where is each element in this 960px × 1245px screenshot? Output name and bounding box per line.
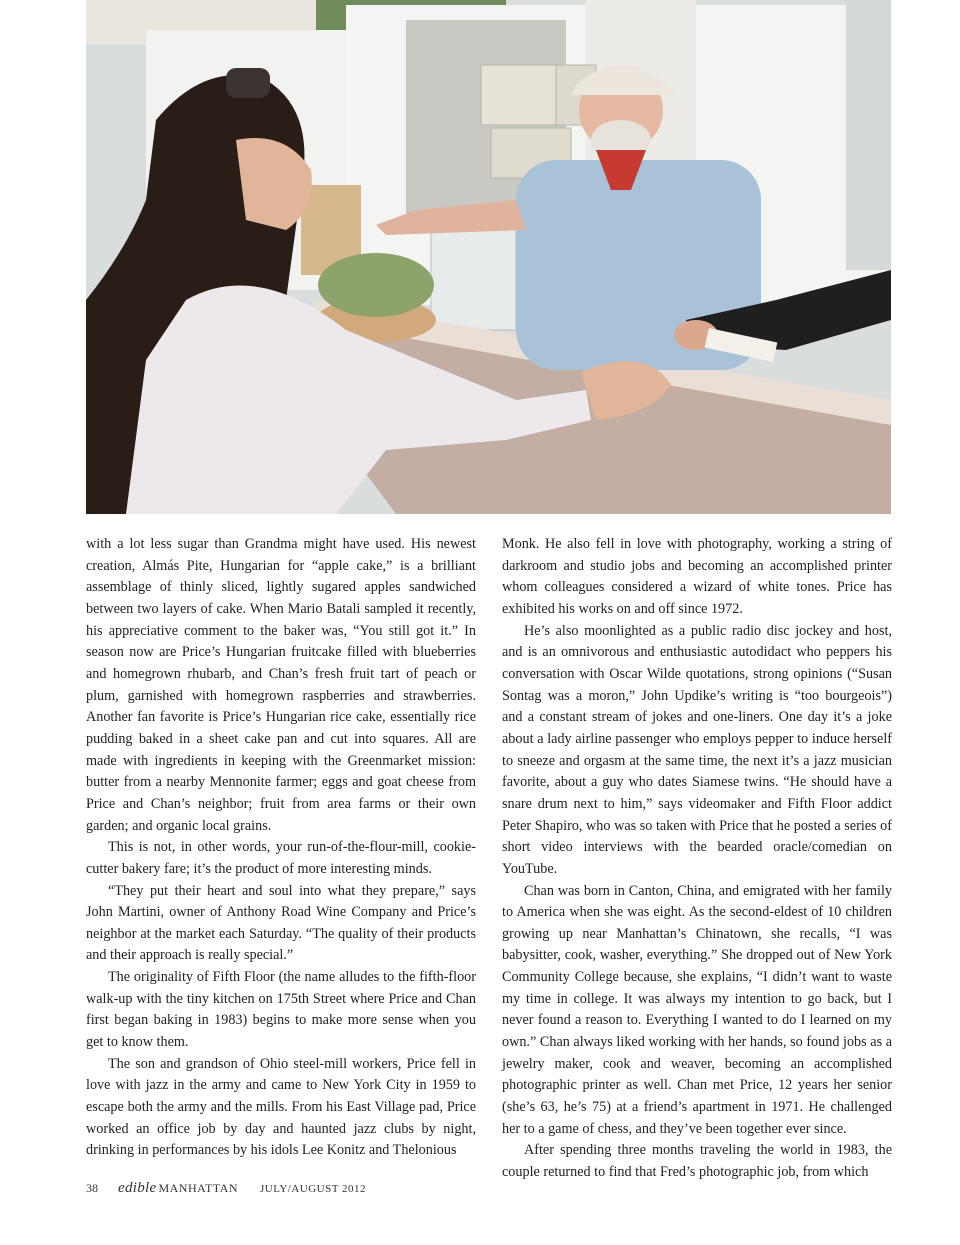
article-paragraph: He’s also moonlighted as a public radio disc jockey and host, and is an omnivorous and enthusiastic autodidact who peppers his conversation with Oscar Wilde quotations, strong opinions (“Susan Sontag was a moron,” John Updike’s writing is “too bourgeois”) and a constant stream of jokes and one-liners. One day it’s a joke about a lady airline passenger who employs pepper to induce herself to sneeze and orgasm at the same time, the next it’s a jazz musician favorite, about a guy who dates Siamese twins. “He should have a snare drum next to him,” says videomaker and Fifth Floor addict Peter Shapiro, who was so taken with Price that he posted a series of short video interviews with the bearded oracle/comedian on YouTube. xyxy=(502,622,892,877)
market-stall-photo xyxy=(86,0,891,514)
article-paragraph: Chan was born in Canton, China, and emigrated with her family to America when she was eight. As the second-eldest of 10 children growing up near Manhattan’s Chinatown, she recalls, “I was babysitter, cook, washer, everything.” She dropped out of New York Community College because, she explains, “I didn’t want to waste my time in college. It was always my intention to go back, but I never found a reason to. Everything I wanted to do I learned on my own.” Chan always liked working with her hands, so found jobs as a jewelry maker, cook and weaver, becoming an accomplished photographic printer as well. Chan met Price, 12 years her senior (she’s 63, he’s 75) at a friend’s apartment in 1971. He challenged her to a game of chess, and they’ve been together ever since. xyxy=(502,882,892,1137)
page-footer xyxy=(86,1180,366,1197)
article-column-right xyxy=(502,534,892,1184)
page-number: 38 xyxy=(86,1181,98,1195)
issue-date: JULY/AUGUST 2012 xyxy=(260,1183,367,1195)
article-paragraph: The son and grandson of Ohio steel-mill workers, Price fell in love with jazz in the army and came to New York City in 1959 to escape both the army and the mills. From his East Village pad, Price worked an office job by day and haunted jazz clubs by night, drinking in performances by his idols Lee Konitz and Thelonious xyxy=(86,1055,476,1159)
article-paragraph: This is not, in other words, your run-of-the-flour-mill, cookie-cutter bakery fare; it’s the product of more interesting minds. xyxy=(86,839,476,877)
article-paragraph: with a lot less sugar than Grandma might have used. His newest creation, Almás Pite, Hungarian for “apple cake,” is a brilliant assemblage of thinly sliced, lightly sugared apples sandwiched between two layers of cake. When Mario Batali sampled it recently, his appreciative comment to the baker was, “You still got it.” In season now are Price’s Hungarian fruitcake filled with blueberries and homegrown rhubarb, and Chan’s fresh fruit tart of peach or plum, garnished with homegrown raspberries and strawberries. Another fan favorite is Price’s Hungarian rice cake, essentially rice pudding baked in a sheet cake pan and cut into squares. All are made with ingredients in keeping with the Greenmarket mission: butter from a nearby Mennonite farmer; eggs and goat cheese from Price and Chan’s neighbor; fruit from area farms or their own garden; and organic local grains. xyxy=(86,536,476,834)
magazine-name-city: MANHATTAN xyxy=(158,1181,238,1195)
article-paragraph: Monk. He also fell in love with photography, working a string of darkroom and studio jobs and becoming an accomplished printer whom colleagues considered a wizard of white tones. Price has exhibited his works on and off since 1972. xyxy=(502,536,892,617)
article-paragraph: “They put their heart and soul into what they prepare,” says John Martini, owner of Anthony Road Wine Company and Price’s neighbor at the market each Saturday. “The quality of their products and their approach is really special.” xyxy=(86,882,476,964)
article-paragraph: The originality of Fifth Floor (the name alludes to the fifth-floor walk-up with the tiny kitchen on 175th Street where Price and Chan first began baking in 1983) begins to make more sense when you get to know them. xyxy=(86,969,476,1051)
article-column-left xyxy=(86,534,476,1162)
magazine-name-edible: edible xyxy=(118,1180,157,1196)
article-paragraph: After spending three months traveling the world in 1983, the couple returned to find that Fred’s photographic job, from which xyxy=(502,1142,892,1181)
